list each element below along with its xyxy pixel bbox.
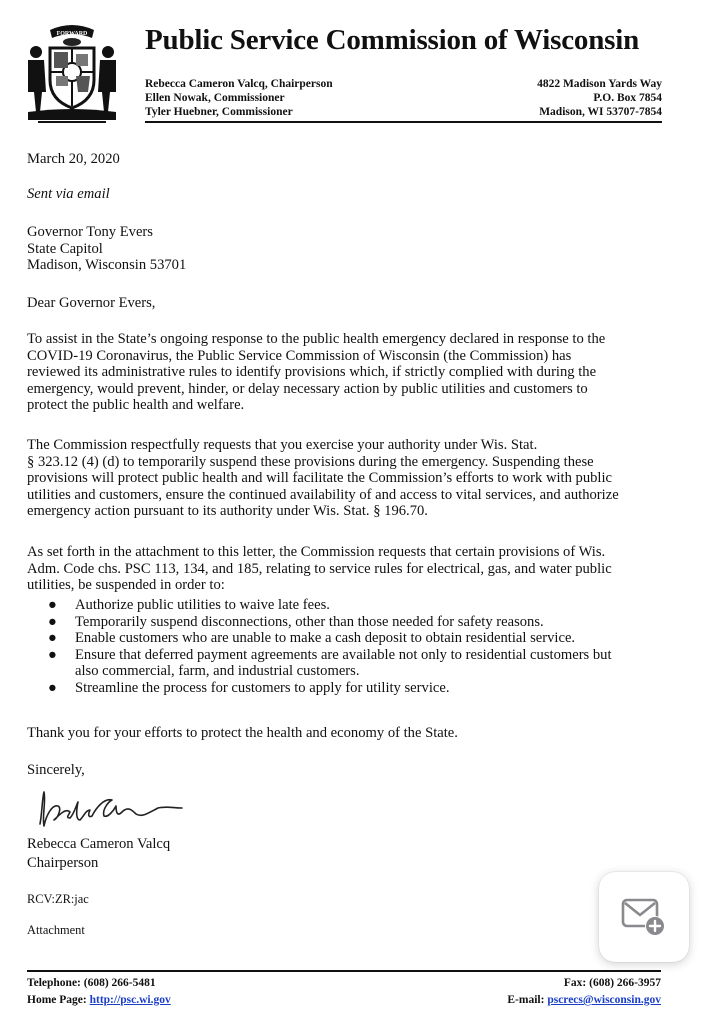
address-line: Madison, WI 53707-7854 [539, 106, 662, 118]
paragraph-line: provisions will protect public health and will facilitate the Commission’s efforts to work with public [27, 470, 613, 486]
email-link[interactable]: pscrecs@wisconsin.gov [547, 994, 661, 1006]
svg-text:FORWARD: FORWARD [56, 31, 88, 37]
valediction: Sincerely, [27, 762, 85, 778]
footer-contact-left [27, 975, 171, 1009]
footer-divider [27, 970, 661, 972]
bullet-marker: ● [48, 630, 57, 646]
address-line: 4822 Madison Yards Way [537, 78, 662, 90]
handwritten-signature [32, 786, 192, 834]
list-item: ● Temporarily suspend disconnections, other than those needed for safety reasons. [48, 613, 544, 630]
salutation: Dear Governor Evers, [27, 295, 156, 311]
mail-add-icon [621, 896, 667, 938]
paragraph-line: § 323.12 (4) (d) to temporarily suspend these provisions during the emergency. Suspending these [27, 453, 594, 470]
paragraph-line: utilities and customers, ensure the continued availability of and access to vital services, and authorize [27, 486, 619, 503]
homepage-link[interactable]: http://psc.wi.gov [89, 994, 171, 1006]
footer-contact-right [507, 975, 661, 1009]
paragraph-line: protect the public health and welfare. [27, 397, 245, 413]
paragraph-line: emergency, would prevent, hinder, or delay necessary action by public utilities and customers to [27, 380, 588, 397]
bullet-marker: ● [48, 597, 57, 613]
list-item: ● Authorize public utilities to waive late fees. [48, 597, 330, 613]
list-item: ● Streamline the process for customers to apply for utility service. [48, 679, 450, 696]
bullet-marker: ● [48, 679, 57, 696]
officials-list [145, 77, 333, 119]
signer-name: Rebecca Cameron Valcq [27, 836, 171, 852]
recipient-line: Madison, Wisconsin 53701 [27, 257, 187, 273]
list-item: ● Enable customers who are unable to make a cash deposit to obtain residential service. [48, 630, 576, 646]
paragraph-line: The Commission respectfully requests that you exercise your authority under Wis. Stat. [27, 437, 538, 453]
bullet-marker: ● [48, 613, 57, 630]
enclosure-note: Attachment [27, 923, 85, 937]
compose-email-button[interactable] [599, 872, 689, 962]
official-chairperson: Rebecca Cameron Valcq, Chairperson [145, 78, 333, 90]
signer-title: Chairperson [27, 855, 99, 871]
header-divider [145, 121, 662, 123]
paragraph-line: reviewed its administrative rules to identify provisions which, if strictly complied with during the [27, 364, 597, 380]
list-item-continuation: also commercial, farm, and industrial customers. [75, 663, 360, 679]
paragraph-line: Adm. Code chs. PSC 113, 134, and 185, relating to service rules for electrical, gas, and water public [27, 560, 612, 577]
fax: Fax: (608) 266-3957 [563, 977, 661, 989]
letter-date: March 20, 2020 [27, 151, 120, 167]
delivery-method: Sent via email [27, 186, 110, 202]
telephone: Telephone: (608) 266-5481 [27, 977, 156, 989]
address-line: P.O. Box 7854 [593, 92, 662, 104]
official-commissioner: Ellen Nowak, Commissioner [145, 92, 285, 104]
mailing-address [537, 77, 662, 119]
recipient-address [27, 224, 186, 274]
state-seal-logo [22, 22, 122, 126]
requested-actions-list [48, 597, 612, 696]
paragraph-3 [27, 544, 612, 594]
official-commissioner: Tyler Huebner, Commissioner [145, 106, 293, 118]
email: E-mail: pscrecs@wisconsin.gov [507, 994, 661, 1006]
homepage: Home Page: http://psc.wi.gov [27, 994, 171, 1006]
paragraph-1 [27, 331, 605, 414]
paragraph-line: As set forth in the attachment to this letter, the Commission requests that certain provisions of Wis. [27, 544, 606, 560]
paragraph-2 [27, 437, 619, 520]
reference-initials: RCV:ZR:jac [27, 892, 89, 906]
paragraph-line: emergency action pursuant to its authority under Wis. Stat. § 196.70. [27, 503, 428, 519]
list-item: ● Ensure that deferred payment agreements are available not only to residential customers but [48, 646, 612, 663]
recipient-line: Governor Tony Evers [27, 224, 153, 240]
paragraph-line: utilities, be suspended in order to: [27, 577, 225, 593]
paragraph-line: COVID-19 Coronavirus, the Public Service Commission of Wisconsin (the Commission) has [27, 347, 572, 364]
recipient-line: State Capitol [27, 240, 103, 257]
organization-title: Public Service Commission of Wisconsin [145, 24, 640, 56]
closing-line: Thank you for your efforts to protect the health and economy of the State. [27, 725, 458, 741]
bullet-marker: ● [48, 646, 57, 663]
paragraph-line: To assist in the State’s ongoing response to the public health emergency declared in response to the [27, 331, 606, 347]
